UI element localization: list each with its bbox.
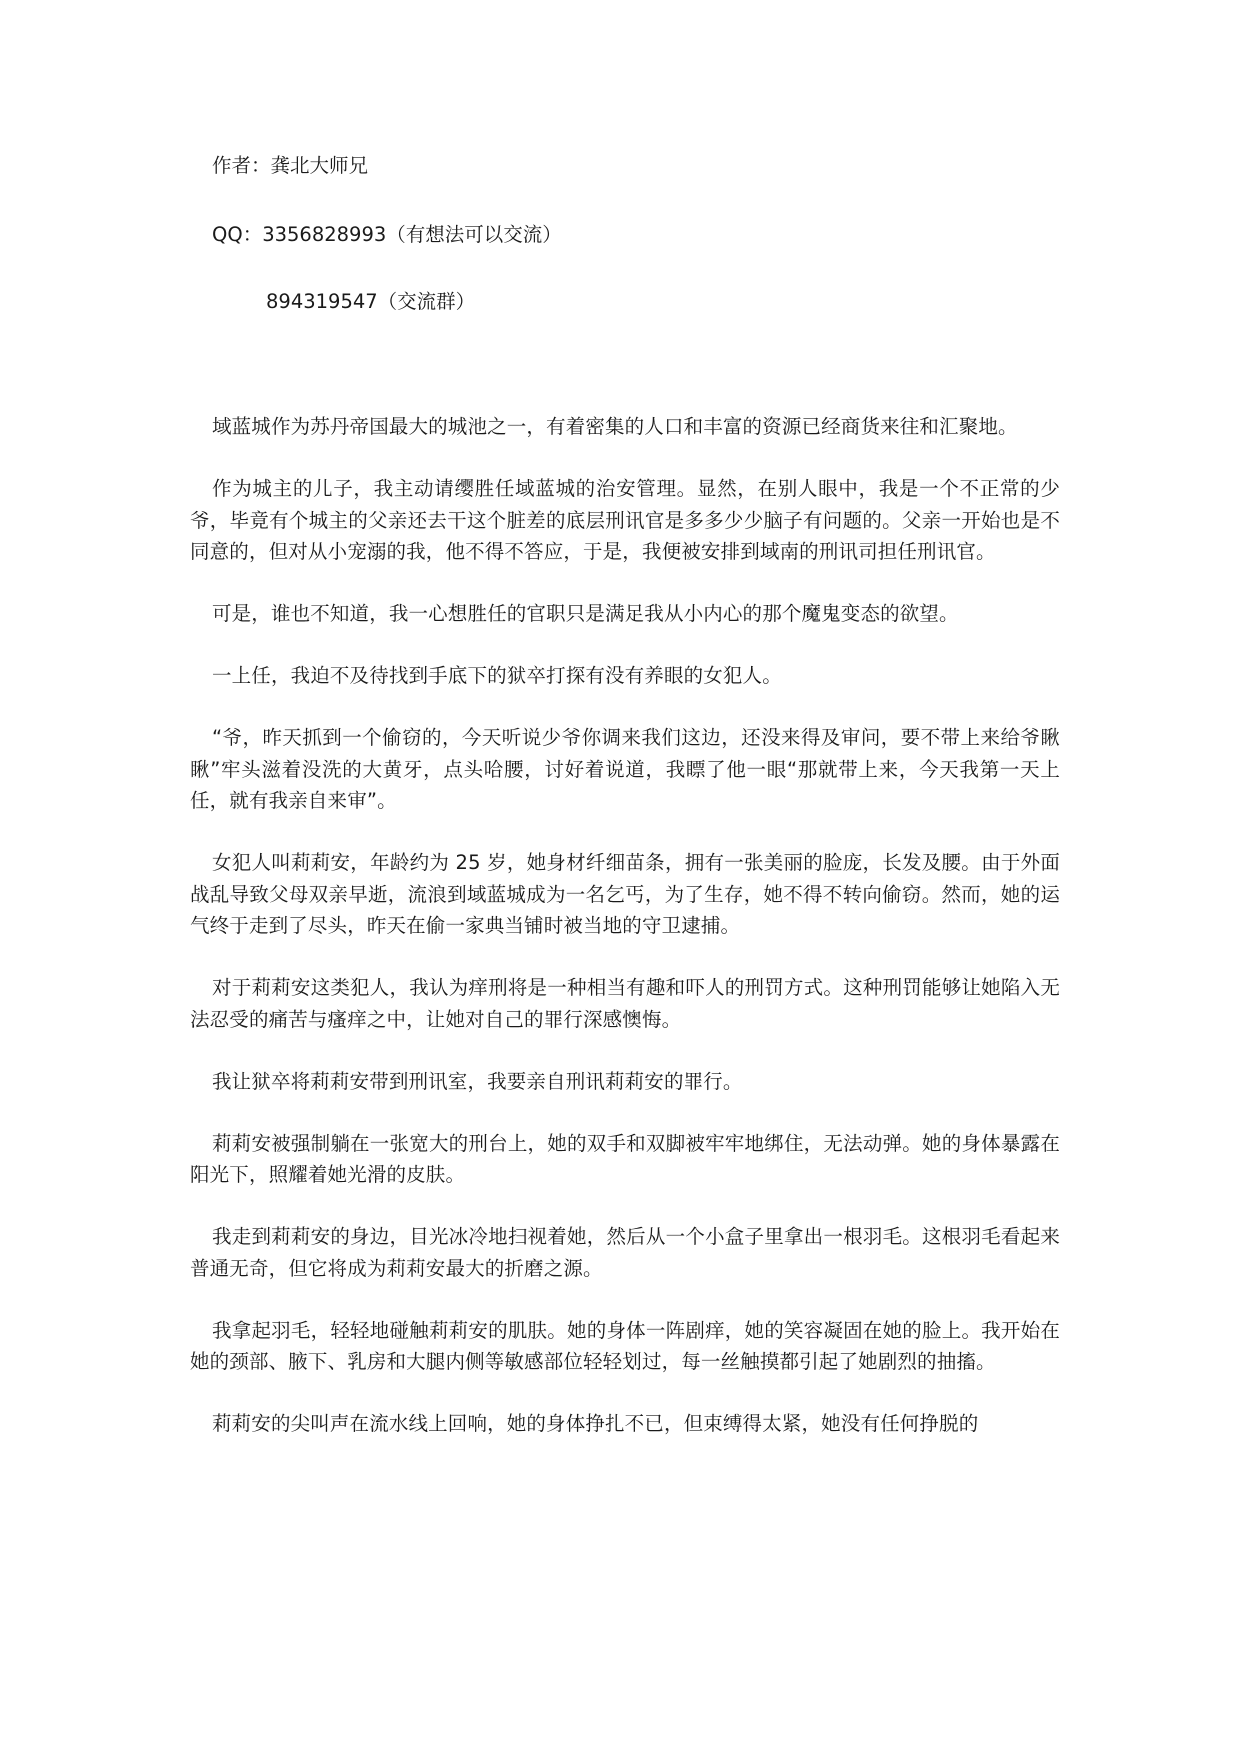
paragraph: “爷，昨天抓到一个偷窃的，今天听说少爷你调来我们这边，还没来得及审问，要不带上来给爷瞅瞅”牢头滋着没洗的大黄牙，点头哈腰，讨好着说道，我瞟了他一眼“那就带上来，今天我第一天上任，就有我亲自来审”。 bbox=[190, 726, 1060, 812]
paragraph: 女犯人叫莉莉安，年龄约为 25 岁，她身材纤细苗条，拥有一张美丽的脸庞，长发及腰。由于外面战乱导致父母双亲早逝，流浪到域蓝城成为一名乞丐，为了生存，她不得不转向偷窃。然而，她的运气终于走到了尽头，昨天在偷一家典当铺时被当地的守卫逮捕。 bbox=[190, 851, 1060, 937]
paragraph: 作为城主的儿子，我主动请缨胜任域蓝城的治安管理。显然，在别人眼中，我是一个不正常的少爷，毕竟有个城主的父亲还去干这个脏差的底层刑讯官是多多少少脑子有问题的。父亲一开始也是不同意的，但对从小宠溺的我，他不得不答应，于是，我便被安排到域南的刑讯司担任刑讯官。 bbox=[190, 477, 1060, 563]
paragraph: 我走到莉莉安的身边，目光冰冷地扫视着她，然后从一个小盒子里拿出一根羽毛。这根羽毛看起来普通无奇，但它将成为莉莉安最大的折磨之源。 bbox=[190, 1225, 1060, 1280]
paragraph: 我让狱卒将莉莉安带到刑讯室，我要亲自刑讯莉莉安的罪行。 bbox=[212, 1069, 743, 1093]
paragraph: 一上任，我迫不及待找到手底下的狱卒打探有没有养眼的女犯人。 bbox=[212, 664, 782, 687]
paragraph: 域蓝城作为苏丹帝国最大的城池之一，有着密集的人口和丰富的资源已经商货来往和汇聚地。 bbox=[212, 415, 1018, 438]
paragraph: 可是，谁也不知道，我一心想胜任的官职只是满足我从小内心的那个魔鬼变态的欲望。 bbox=[212, 602, 959, 625]
story-body bbox=[190, 411, 1060, 1440]
author-line: 作者：龚北大师兄 bbox=[212, 154, 369, 177]
paragraph: 对于莉莉安这类犯人，我认为痒刑将是一种相当有趣和吓人的刑罚方式。这种刑罚能够让她陷入无法忍受的痛苦与瘙痒之中，让她对自己的罪行深感懊悔。 bbox=[190, 976, 1060, 1031]
group-line: 894319547（交流群） bbox=[266, 290, 476, 313]
paragraph: 我拿起羽毛，轻轻地碰触莉莉安的肌肤。她的身体一阵剧痒，她的笑容凝固在她的脸上。我开始在她的颈部、腋下、乳房和大腿内侧等敏感部位轻轻划过，每一丝触摸都引起了她剧烈的抽搐。 bbox=[190, 1318, 1060, 1373]
paragraph: 莉莉安的尖叫声在流水线上回响，她的身体挣扎不已，但束缚得太紧，她没有任何挣脱的 bbox=[212, 1412, 979, 1435]
paragraph: 莉莉安被强制躺在一张宽大的刑台上，她的双手和双脚被牢牢地绑住，无法动弹。她的身体暴露在阳光下，照耀着她光滑的皮肤。 bbox=[190, 1131, 1060, 1186]
qq-line: QQ：3356828993（有想法可以交流） bbox=[212, 223, 562, 246]
